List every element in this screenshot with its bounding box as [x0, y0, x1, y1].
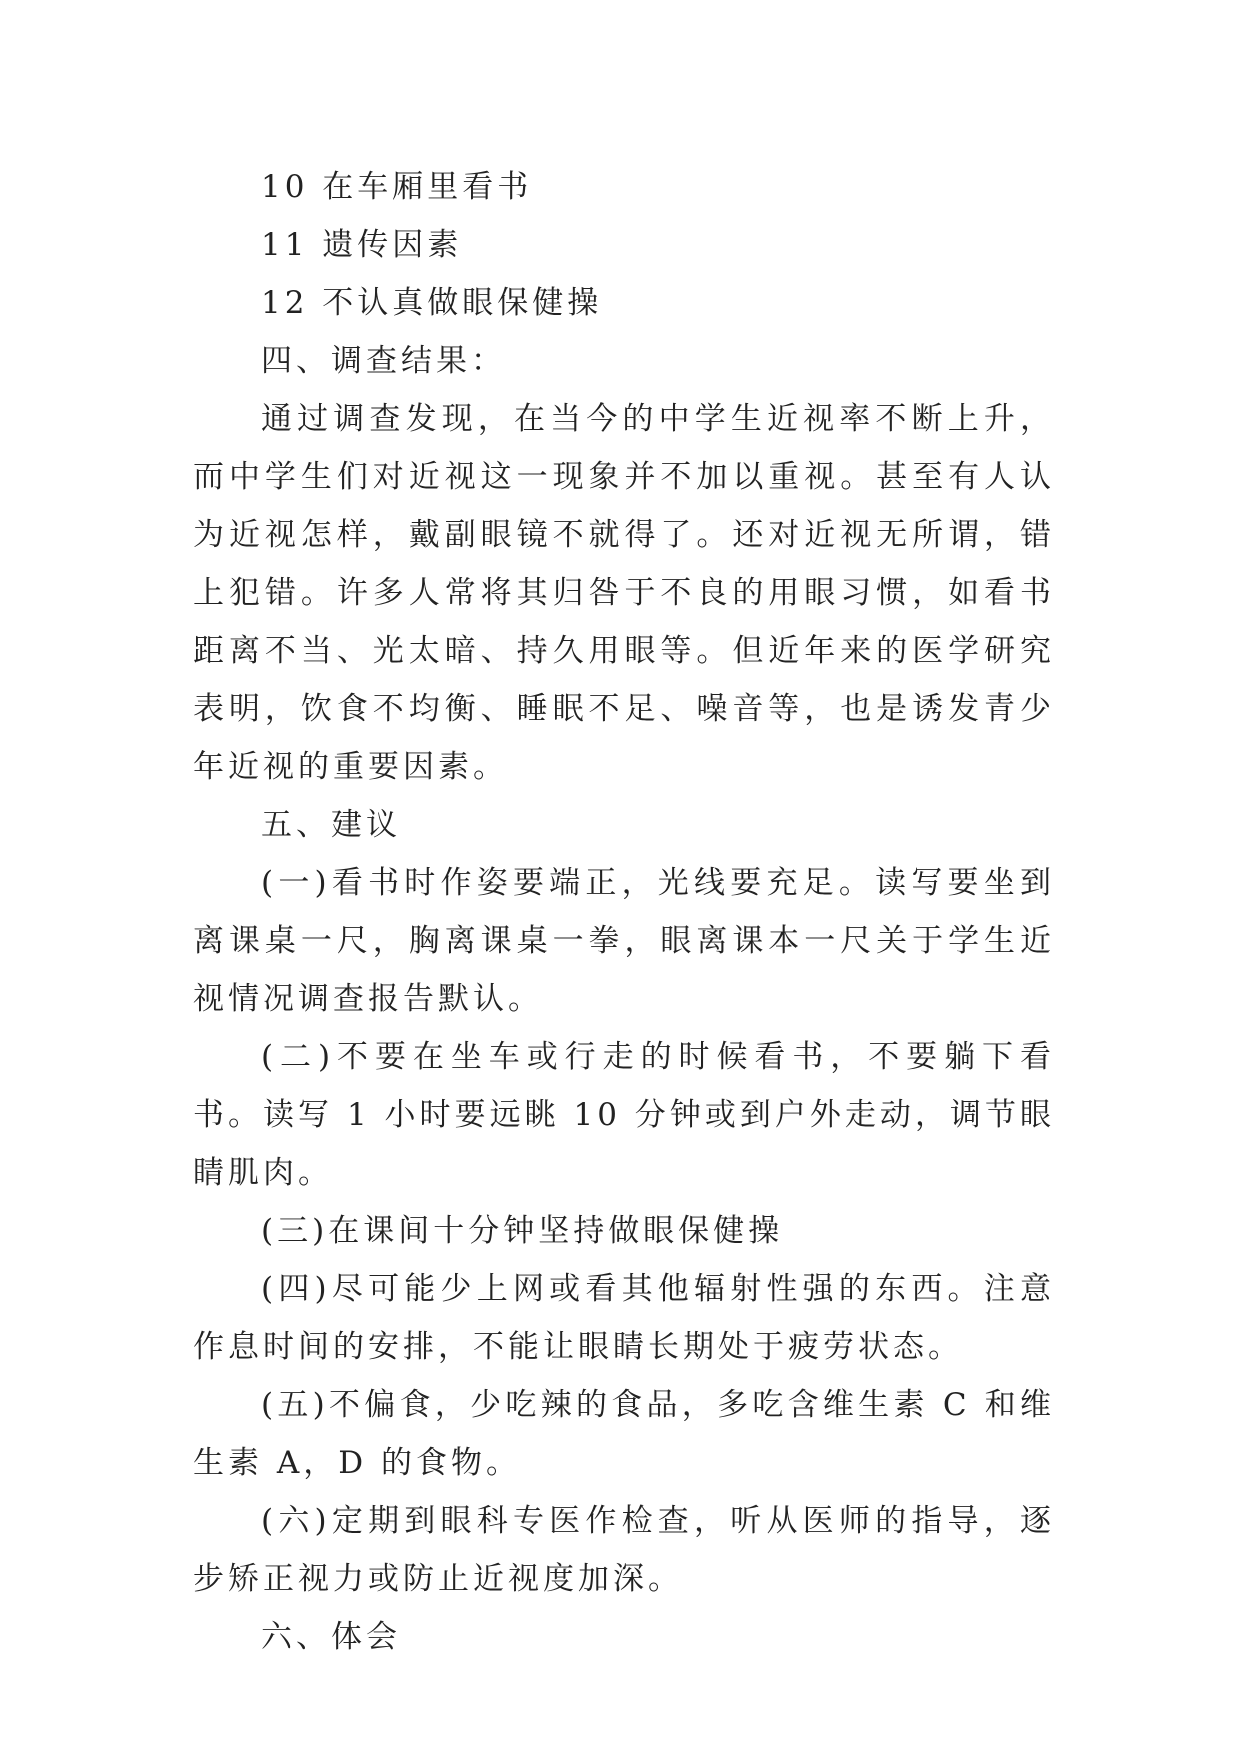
- suggestion-2: (二)不要在坐车或行走的时候看书，不要躺下看书。读写 1 小时要远眺 10 分钟或到户外走动，调节眼睛肌肉。: [193, 1039, 1055, 1191]
- list-item-11: 11 遗传因素: [261, 227, 463, 263]
- document-body: [193, 158, 1055, 1666]
- section-heading-reflection: 六、体会: [261, 1619, 401, 1655]
- list-item-10: 10 在车厢里看书: [261, 169, 533, 205]
- suggestion-3: (三)在课间十分钟坚持做眼保健操: [261, 1213, 784, 1249]
- list-item-12: 12 不认真做眼保健操: [261, 285, 603, 321]
- suggestion-6: (六)定期到眼科专医作检查，听从医师的指导，逐步矫正视力或防止近视度加深。: [193, 1503, 1055, 1597]
- section-heading-suggestions: 五、建议: [261, 807, 401, 843]
- suggestion-1: (一)看书时作姿要端正，光线要充足。读写要坐到离课桌一尺，胸离课桌一拳，眼离课本一尺关于学生近视情况调查报告默认。: [193, 865, 1055, 1017]
- section-heading-results: 四、调查结果：: [261, 343, 506, 379]
- suggestion-5: (五)不偏食，少吃辣的食品，多吃含维生素 C 和维生素 A，D 的食物。: [193, 1387, 1055, 1481]
- results-paragraph: 通过调查发现，在当今的中学生近视率不断上升，而中学生们对近视这一现象并不加以重视。甚至有人认为近视怎样，戴副眼镜不就得了。还对近视无所谓，错上犯错。许多人常将其归咎于不良的用眼习惯，如看书距离不当、光太暗、持久用眼等。但近年来的医学研究表明，饮食不均衡、睡眠不足、噪音等，也是诱发青少年近视的重要因素。: [193, 401, 1055, 785]
- suggestion-4: (四)尽可能少上网或看其他辐射性强的东西。注意作息时间的安排，不能让眼睛长期处于疲劳状态。: [193, 1271, 1055, 1365]
